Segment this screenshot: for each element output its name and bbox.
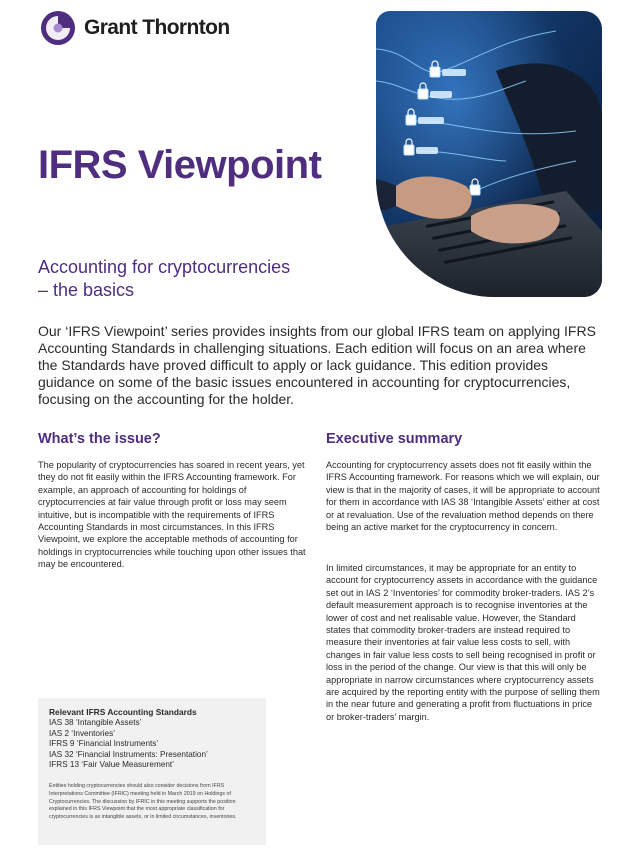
standard-item: IAS 32 ‘Financial Instruments: Presentation’ [49,749,208,759]
standards-box-note: Entities holding cryptocurrencies should also consider decisions from IFRS Interpretations Committee (IFRIC) meeting held in March 2019 on Holdings of Cryptocurrencies. The discussion by IFRIC in this meeting supports the position explained in this IFRS Viewpoint that the most appropriate classification for cryptocurrencies is as intangible assets, or in limited circumstances, inventories. [49,782,237,821]
intro-paragraph: Our ‘IFRS Viewpoint’ series provides insights from our global IFRS team on applying IFRS Accounting Standards in challenging situations. Each edition will focus on an area where the Standards have proved difficult to apply or lack guidance. This edition provides guidance on some of the basic issues encountered in accounting for cryptocurrencies, focusing on the accounting for the holder. [38,323,596,407]
subtitle-line-1: Accounting for cryptocurrencies [38,257,291,277]
standards-box-heading: Relevant IFRS Accounting Standards [49,707,197,717]
issue-paragraph: The popularity of cryptocurrencies has soared in recent years, yet they do not fit easily within the IFRS Accounting framework. For example, an approach of accounting for holdings of cryptocurrencies at fair value through profit or loss may seem intuitive, but is incompatible with the requirements of IFRS Accounting Standards in most circumstances. In this IFRS Viewpoint, we explore the acceptable methods of accounting for holdings in cryptocurrencies while touching upon other issues that may be encountered. [38,460,306,570]
page-subtitle [38,256,358,302]
subtitle-line-2: – the basics [38,280,135,300]
summary-heading: Executive summary [326,431,463,447]
brand-name: Grant Thornton [84,16,230,39]
standard-item: IFRS 13 ‘Fair Value Measurement’ [49,760,174,770]
relevant-standards-box [38,698,266,845]
grant-thornton-logo [40,10,230,46]
standard-item: IAS 38 ‘Intangible Assets’ [49,718,142,727]
standard-item: IFRS 9 ‘Financial Instruments’ [49,739,159,749]
summary-paragraph-1: Accounting for cryptocurrency assets does not fit easily within the IFRS Accounting framework. For reasons which we will explain, our view is that in the majority of cases, it will be appropriate to account for them in accordance with IAS 38 ‘Intangible Assets’ either at cost or at revaluation. Use of the revaluation method depends on there being an active market for the cryptocurrency in concern. [326,460,600,533]
standard-item: IAS 2 ‘Inventories’ [49,728,115,738]
issue-heading: What’s the issue? [38,431,161,447]
page-title: IFRS Viewpoint [38,143,322,187]
grant-thornton-mark-icon [40,10,76,46]
hero-image [376,11,602,297]
summary-paragraph-2: In limited circumstances, it may be appropriate for an entity to account for cryptocurrency assets in accordance with the guidance set out in IAS 2 ‘Inventories’ for commodity broker-traders. IAS 2’s default measurement approach is to recognise inventories at the lower of cost and net realisable value. However, the Standard states that commodity broker-traders are instead required to measure their inventories at fair value less costs to sell, with changes in fair value less costs to sell being recognised in profit or loss in the period of the change. Our view is that this will only be appropriate in narrow circumstances where cryptocurrency assets are acquired by the reporting entity with the purpose of selling them in the near future and generating a profit from fluctuations in price or broker-traders’ margin. [326,563,600,722]
cyber-security-illustration [376,11,602,297]
standards-list [49,718,256,771]
